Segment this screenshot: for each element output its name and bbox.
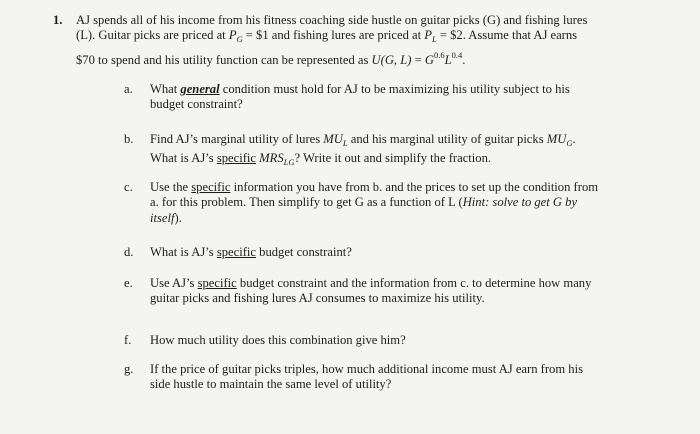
part-line	[150, 276, 670, 291]
utility-l: L	[444, 52, 452, 67]
text-run: What	[150, 82, 181, 96]
part-line	[150, 82, 670, 97]
part-line: guitar picks and fishing lures AJ consumes to maximize his utility.	[150, 291, 485, 306]
text-run: Use AJ’s	[150, 276, 198, 290]
part-line	[150, 195, 670, 210]
text-run: ? Write it out and simplify the fraction.	[294, 151, 492, 166]
part-line: budget constraint?	[150, 97, 243, 112]
mrs-subscript: LG	[283, 157, 295, 168]
equals-sign: =	[411, 52, 425, 67]
emphasis-general: general	[180, 82, 220, 96]
price-guitar-subscript: G	[236, 34, 243, 45]
part-letter: c.	[124, 180, 133, 194]
text-run: budget constraint?	[256, 245, 352, 259]
part-line: How much utility does this combination give him?	[150, 333, 406, 347]
part-letter: a.	[124, 82, 133, 96]
part-line	[150, 180, 670, 195]
utility-function-lhs: U(G, L)	[371, 52, 412, 67]
part-text	[150, 333, 670, 348]
text-run: Find AJ’s marginal utility of lures	[150, 132, 324, 146]
stem-line-2	[76, 28, 676, 47]
part-line	[150, 132, 670, 151]
question-number: 1.	[53, 13, 63, 27]
text-run: .	[572, 132, 576, 146]
emphasis-specific: specific	[191, 180, 231, 194]
stem-text: = $1 and fishing lures are priced at	[242, 28, 425, 43]
emphasis-specific: specific	[216, 245, 256, 259]
stem-period: .	[462, 52, 466, 67]
part-line	[150, 245, 670, 260]
hint-text: Hint: solve to get G by	[462, 195, 578, 210]
mu-guitar: MU	[546, 132, 567, 146]
question-stem	[76, 13, 676, 68]
emphasis-specific: specific	[216, 151, 256, 166]
part-line: side hustle to maintain the same level of utility?	[150, 377, 392, 392]
part-text	[150, 362, 670, 393]
mrs-symbol: MRS	[259, 151, 284, 166]
text-run: budget constraint and the information from c. to determine how many	[236, 276, 592, 290]
text-run: condition must hold for AJ to be maximizing his utility subject to his	[219, 82, 570, 96]
stem-text: = $2. Assume that AJ earns	[436, 28, 578, 43]
text-run: information you have from b. and the prices to set up the condition from	[230, 180, 599, 194]
part-letter: b.	[124, 132, 134, 146]
hint-text: itself	[150, 210, 175, 225]
price-guitar-symbol: P	[228, 28, 237, 43]
price-lure-symbol: P	[424, 28, 432, 43]
part-line	[150, 211, 670, 226]
price-lure-subscript: L	[431, 34, 437, 45]
part-letter: d.	[124, 245, 134, 259]
part-line	[150, 151, 670, 170]
text-run: ).	[174, 210, 182, 225]
text-run: What is AJ’s	[150, 245, 217, 259]
mu-lures-subscript: L	[342, 138, 348, 148]
text-run: a. for this problem. Then simplify to get G as a function of L (	[150, 195, 463, 210]
part-letter: e.	[124, 276, 133, 290]
part-text	[150, 276, 670, 307]
stem-text: $70 to spend and his utility function can be represented as	[76, 52, 372, 67]
part-text	[150, 132, 670, 171]
part-line: If the price of guitar picks triples, how much additional income must AJ earn from his	[150, 362, 583, 376]
text-run: and his marginal utility of guitar picks	[347, 132, 547, 146]
stem-line-1: AJ spends all of his income from his fitness coaching side hustle on guitar picks (G) and fishing lures	[76, 13, 588, 27]
utility-l-exponent: 0.4	[451, 49, 463, 60]
part-text	[150, 245, 670, 260]
mu-guitar-subscript: G	[566, 138, 573, 148]
part-letter: f.	[124, 333, 132, 347]
emphasis-specific: specific	[197, 276, 237, 290]
utility-g-exponent: 0.6	[433, 49, 445, 60]
part-text	[150, 180, 670, 226]
stem-line-3	[76, 48, 676, 68]
part-letter: g.	[124, 362, 134, 376]
mu-lures: MU	[323, 132, 343, 146]
text-run: Use the	[150, 180, 192, 194]
stem-text: (L). Guitar picks are priced at	[76, 28, 229, 43]
text-run: What is AJ’s	[150, 151, 217, 166]
part-text	[150, 82, 670, 113]
utility-g: G	[424, 52, 434, 67]
